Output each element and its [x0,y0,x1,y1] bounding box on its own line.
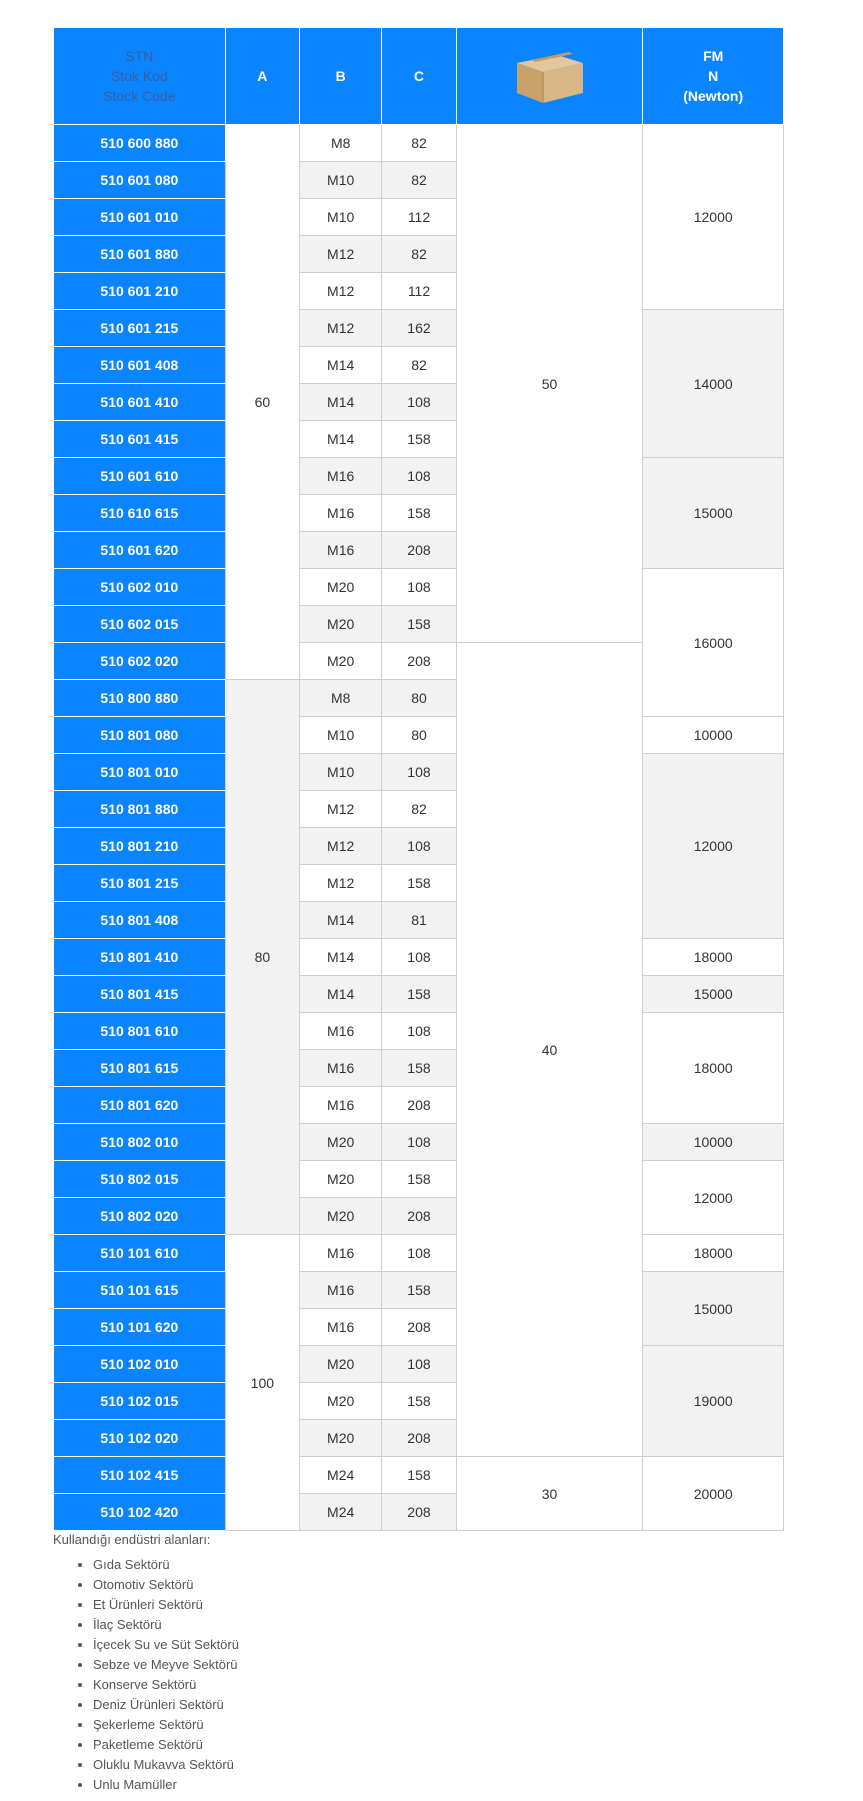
stock-code-cell: 510 102 015 [54,1383,226,1420]
a-value-cell: 100 [225,1235,299,1531]
stn-line: STN [125,48,154,64]
fm-value-cell: 18000 [643,939,784,976]
c-value-cell: 158 [382,865,456,902]
fm-value-cell: 15000 [643,1272,784,1346]
c-value-cell: 82 [382,791,456,828]
stock-code-cell: 510 602 010 [54,569,226,606]
c-value-cell: 112 [382,273,456,310]
stock-code-cell: 510 801 615 [54,1050,226,1087]
b-value-cell: M16 [300,1272,382,1309]
cardboard-box-icon [511,45,589,107]
c-value-cell: 82 [382,162,456,199]
stock-code-cell: 510 101 610 [54,1235,226,1272]
b-value-cell: M14 [300,421,382,458]
fm-value-cell: 14000 [643,310,784,458]
b-value-cell: M12 [300,828,382,865]
stock-code-cell: 510 601 408 [54,347,226,384]
c-value-cell: 208 [382,1420,456,1457]
b-value-cell: M8 [300,125,382,162]
stock-code-cell: 510 601 415 [54,421,226,458]
stock-code-cell: 510 601 620 [54,532,226,569]
fm-line: N [708,68,719,84]
table-row [54,1272,784,1309]
industry-item: • Deniz Ürünleri Sektörü [93,1695,784,1715]
fm-value-cell: 20000 [643,1457,784,1531]
b-value-cell: M16 [300,1309,382,1346]
b-value-cell: M16 [300,458,382,495]
box-quantity-cell: 50 [456,125,643,643]
table-row [54,1235,784,1272]
stock-code-cell: 510 801 215 [54,865,226,902]
fm-value-cell: 18000 [643,1013,784,1124]
b-value-cell: M12 [300,310,382,347]
box-quantity-cell: 30 [456,1457,643,1531]
b-value-cell: M12 [300,865,382,902]
b-value-cell: M20 [300,1420,382,1457]
stn-line: Stok Kod [110,68,168,84]
c-value-cell: 108 [382,1124,456,1161]
c-value-cell: 108 [382,384,456,421]
c-value-cell: 108 [382,1346,456,1383]
b-value-cell: M16 [300,495,382,532]
industries-intro: Kullandığı endüstri alanları: [53,1532,211,1547]
industries-list [53,1555,784,1795]
table-row [54,125,784,162]
stock-code-cell: 510 602 020 [54,643,226,680]
table-row [54,1013,784,1050]
b-value-cell: M14 [300,939,382,976]
stock-code-cell: 510 802 010 [54,1124,226,1161]
table-row [54,939,784,976]
stock-code-cell: 510 601 010 [54,199,226,236]
fm-value-cell: 12000 [643,1161,784,1235]
stock-code-cell: 510 801 410 [54,939,226,976]
fm-value-cell: 16000 [643,569,784,717]
stock-code-cell: 510 102 020 [54,1420,226,1457]
c-value-cell: 158 [382,421,456,458]
stock-code-cell: 510 801 010 [54,754,226,791]
c-value-cell: 108 [382,569,456,606]
b-value-cell: M24 [300,1494,382,1531]
b-value-cell: M12 [300,236,382,273]
c-value-cell: 80 [382,680,456,717]
spec-table [53,27,784,1531]
industry-item: • Oluklu Mukavva Sektörü [93,1755,784,1775]
b-value-cell: M10 [300,754,382,791]
stock-code-cell: 510 800 880 [54,680,226,717]
c-value-cell: 208 [382,1494,456,1531]
stn-header [54,28,226,125]
c-value-cell: 108 [382,754,456,791]
industry-item: • Unlu Mamüller [93,1775,784,1795]
stock-code-cell: 510 601 215 [54,310,226,347]
industry-item: • Şekerleme Sektörü [93,1715,784,1735]
col-c-header: C [382,28,456,125]
c-value-cell: 108 [382,458,456,495]
b-value-cell: M20 [300,1161,382,1198]
table-row [54,1161,784,1198]
stock-code-cell: 510 801 408 [54,902,226,939]
c-value-cell: 81 [382,902,456,939]
b-value-cell: M12 [300,273,382,310]
stock-code-cell: 510 802 015 [54,1161,226,1198]
stock-code-cell: 510 601 410 [54,384,226,421]
stock-code-cell: 510 102 010 [54,1346,226,1383]
c-value-cell: 208 [382,1309,456,1346]
table-row [54,717,784,754]
b-value-cell: M16 [300,1050,382,1087]
fm-header [643,28,784,125]
industry-item: • Konserve Sektörü [93,1675,784,1695]
table-row [54,1457,784,1494]
fm-value-cell: 12000 [643,125,784,310]
table-row [54,458,784,495]
fm-value-cell: 10000 [643,717,784,754]
b-value-cell: M14 [300,902,382,939]
stock-code-cell: 510 101 620 [54,1309,226,1346]
stock-code-cell: 510 102 420 [54,1494,226,1531]
industry-item: • Et Ürünleri Sektörü [93,1595,784,1615]
a-value-cell: 80 [225,680,299,1235]
c-value-cell: 208 [382,1087,456,1124]
b-value-cell: M12 [300,791,382,828]
table-row [54,1124,784,1161]
industry-item: • Gıda Sektörü [93,1555,784,1575]
table-row [54,976,784,1013]
fm-value-cell: 19000 [643,1346,784,1457]
fm-value-cell: 18000 [643,1235,784,1272]
c-value-cell: 108 [382,1235,456,1272]
b-value-cell: M10 [300,717,382,754]
b-value-cell: M8 [300,680,382,717]
stock-code-cell: 510 601 880 [54,236,226,273]
c-value-cell: 82 [382,125,456,162]
b-value-cell: M10 [300,199,382,236]
c-value-cell: 158 [382,495,456,532]
industries-section [53,1532,784,1795]
c-value-cell: 82 [382,236,456,273]
stock-code-cell: 510 601 080 [54,162,226,199]
c-value-cell: 162 [382,310,456,347]
b-value-cell: M16 [300,1087,382,1124]
stock-code-cell: 510 801 080 [54,717,226,754]
c-value-cell: 80 [382,717,456,754]
stock-code-cell: 510 601 610 [54,458,226,495]
b-value-cell: M20 [300,1346,382,1383]
c-value-cell: 82 [382,347,456,384]
industry-item: • Otomotiv Sektörü [93,1575,784,1595]
box-quantity-header [456,28,643,125]
b-value-cell: M14 [300,976,382,1013]
b-value-cell: M20 [300,643,382,680]
table-row [54,754,784,791]
table-row [54,1346,784,1383]
stock-code-cell: 510 801 210 [54,828,226,865]
c-value-cell: 112 [382,199,456,236]
b-value-cell: M16 [300,1235,382,1272]
c-value-cell: 158 [382,976,456,1013]
industry-item: • İçecek Su ve Süt Sektörü [93,1635,784,1655]
b-value-cell: M24 [300,1457,382,1494]
fm-line: (Newton) [683,88,744,104]
c-value-cell: 208 [382,532,456,569]
c-value-cell: 158 [382,1457,456,1494]
stock-code-cell: 510 801 620 [54,1087,226,1124]
table-row [54,569,784,606]
table-row [54,310,784,347]
a-value-cell: 60 [225,125,299,680]
c-value-cell: 108 [382,1013,456,1050]
col-a-header: A [225,28,299,125]
industry-item: • Paketleme Sektörü [93,1735,784,1755]
fm-line: FM [703,48,724,64]
fm-value-cell: 15000 [643,458,784,569]
stock-code-cell: 510 601 210 [54,273,226,310]
c-value-cell: 208 [382,643,456,680]
stock-code-cell: 510 610 615 [54,495,226,532]
stock-code-cell: 510 101 615 [54,1272,226,1309]
b-value-cell: M20 [300,606,382,643]
c-value-cell: 158 [382,1050,456,1087]
c-value-cell: 158 [382,1161,456,1198]
b-value-cell: M20 [300,569,382,606]
col-b-header: B [300,28,382,125]
b-value-cell: M16 [300,1013,382,1050]
c-value-cell: 158 [382,606,456,643]
b-value-cell: M14 [300,347,382,384]
c-value-cell: 158 [382,1272,456,1309]
stn-line: Stock Code [103,88,176,104]
c-value-cell: 108 [382,939,456,976]
stock-code-cell: 510 600 880 [54,125,226,162]
box-quantity-cell: 40 [456,643,643,1457]
stock-code-cell: 510 801 880 [54,791,226,828]
b-value-cell: M20 [300,1198,382,1235]
fm-value-cell: 15000 [643,976,784,1013]
stock-code-cell: 510 802 020 [54,1198,226,1235]
industry-item: • İlaç Sektörü [93,1615,784,1635]
b-value-cell: M20 [300,1124,382,1161]
c-value-cell: 108 [382,828,456,865]
industry-item: • Sebze ve Meyve Sektörü [93,1655,784,1675]
c-value-cell: 208 [382,1198,456,1235]
fm-value-cell: 10000 [643,1124,784,1161]
b-value-cell: M16 [300,532,382,569]
b-value-cell: M14 [300,384,382,421]
c-value-cell: 158 [382,1383,456,1420]
table-body [54,125,784,1531]
stock-code-cell: 510 801 415 [54,976,226,1013]
b-value-cell: M20 [300,1383,382,1420]
stock-code-cell: 510 602 015 [54,606,226,643]
stock-code-cell: 510 102 415 [54,1457,226,1494]
stock-code-cell: 510 801 610 [54,1013,226,1050]
fm-value-cell: 12000 [643,754,784,939]
b-value-cell: M10 [300,162,382,199]
header-row [54,28,784,125]
